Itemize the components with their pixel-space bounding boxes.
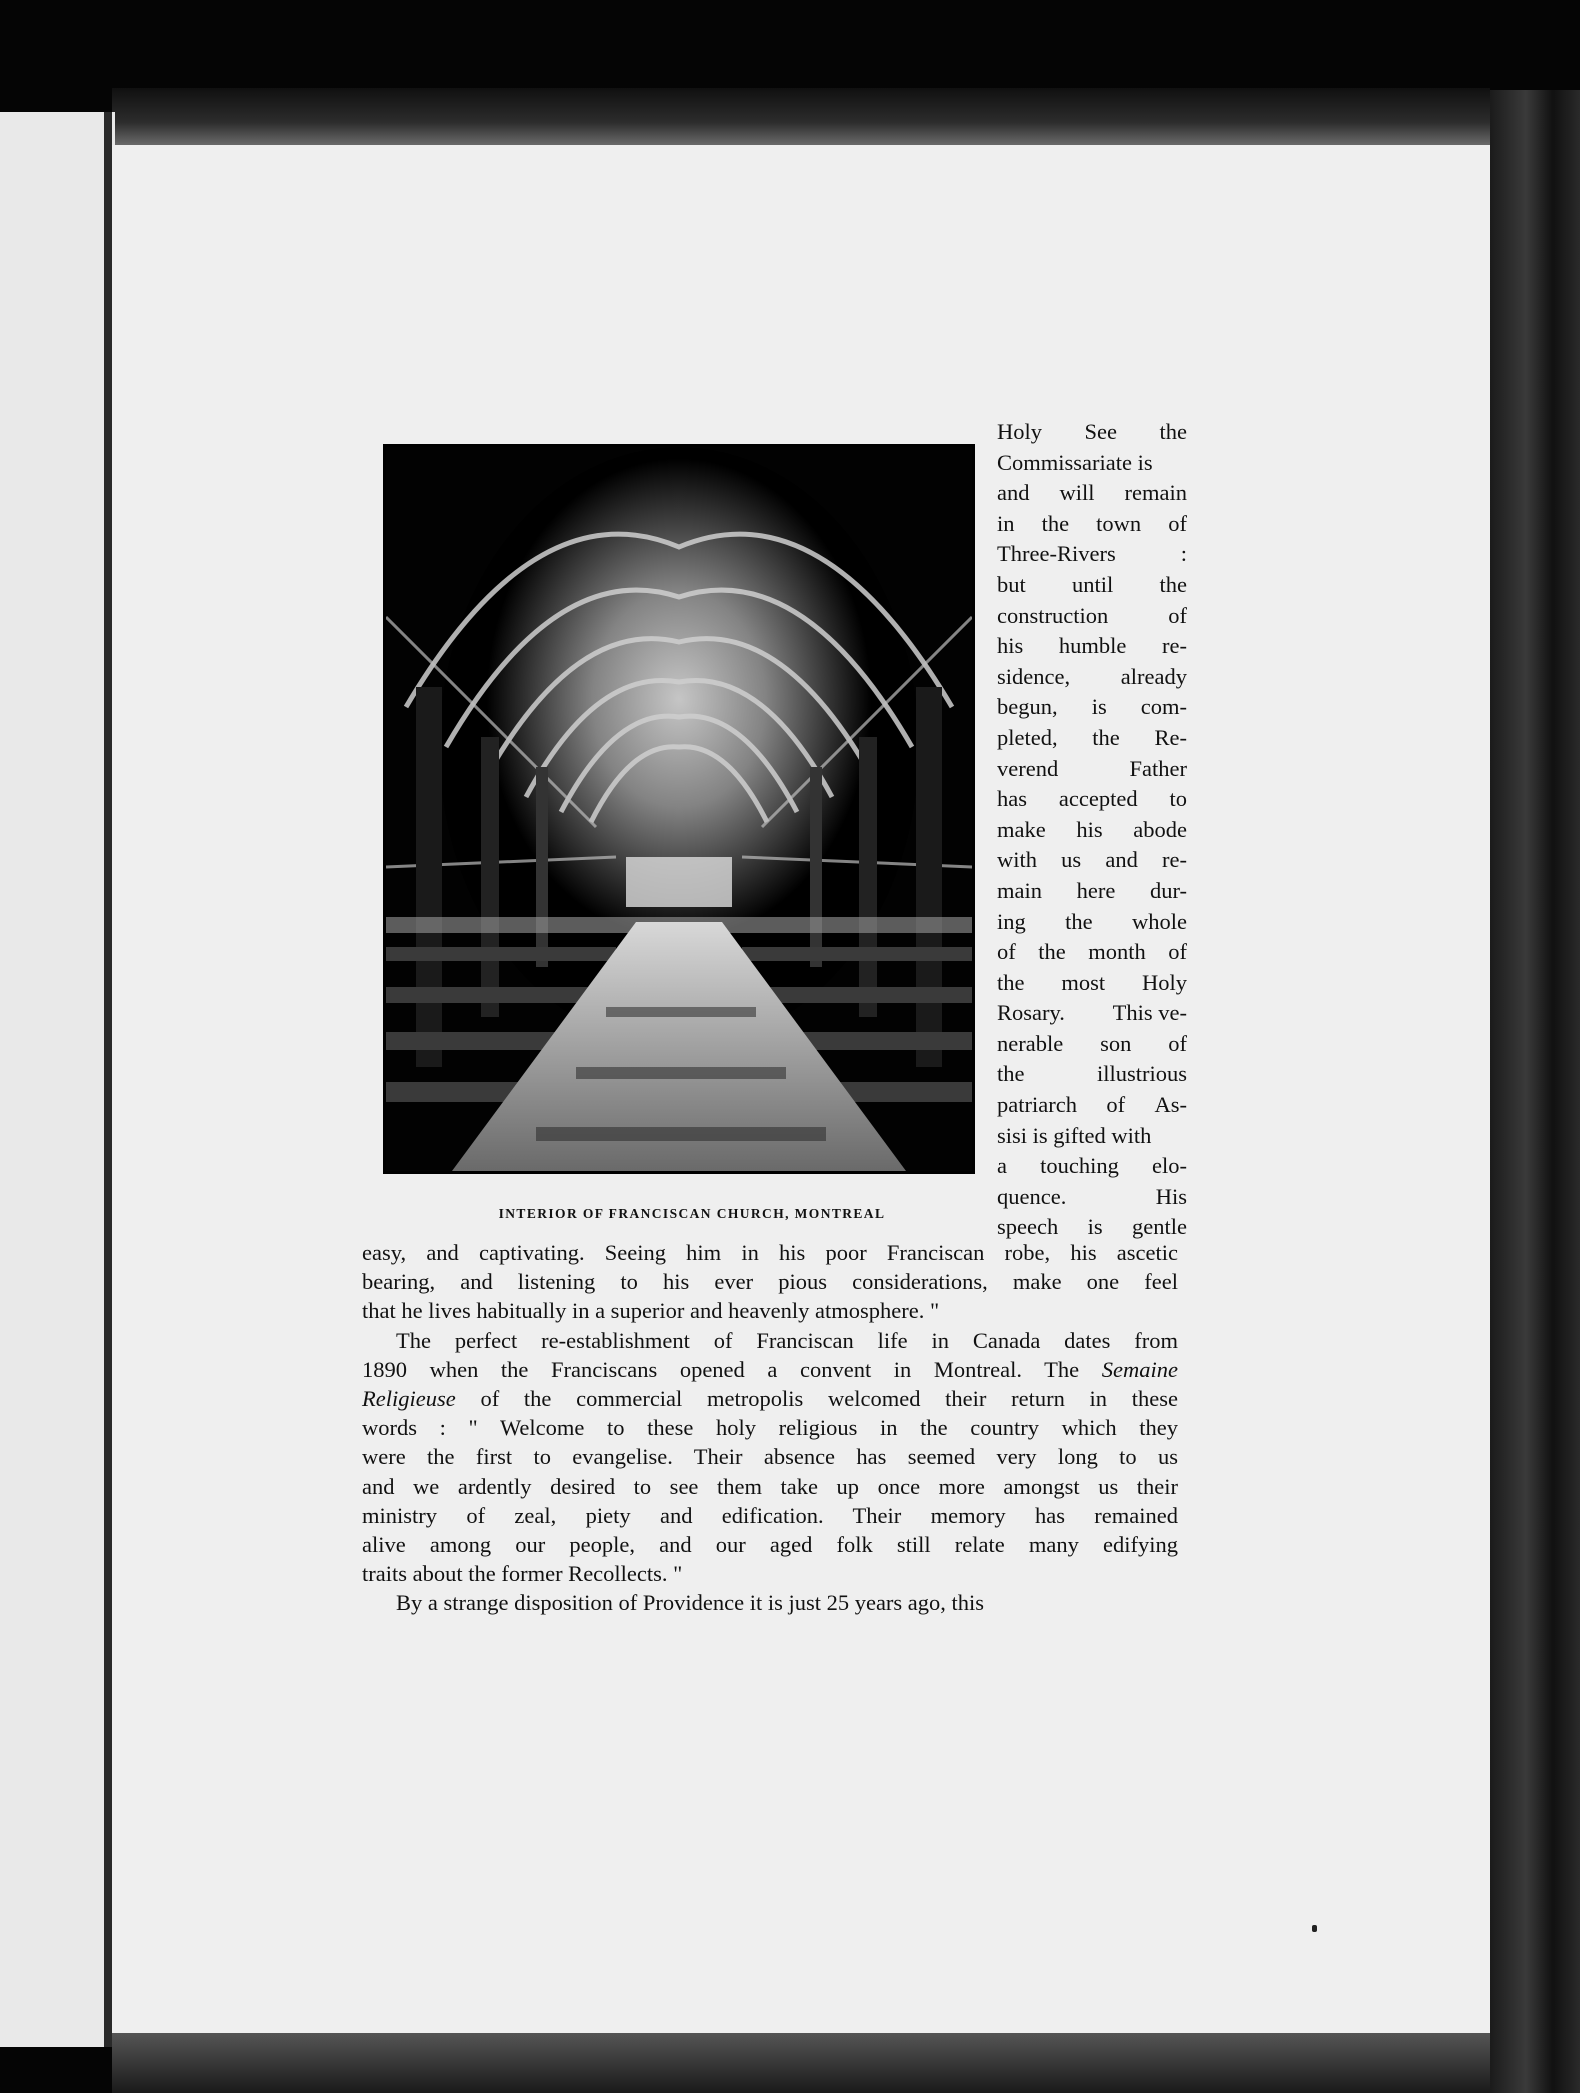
column-word: Three-Rivers: [997, 541, 1116, 567]
column-word: elo-: [1152, 1153, 1187, 1179]
column-word: will: [1059, 480, 1095, 506]
column-line: [997, 478, 1187, 509]
wrapped-column-text: [997, 417, 1187, 1243]
column-word: verend: [997, 755, 1059, 781]
column-word: the: [1038, 939, 1066, 965]
column-word: of: [1106, 1092, 1126, 1118]
column-line: [997, 448, 1187, 479]
column-line: [997, 509, 1187, 540]
column-word: his: [997, 633, 1024, 659]
column-word: ing: [997, 908, 1026, 934]
column-word: nerable: [997, 1030, 1064, 1056]
body-line: Religieuse of the commercial metropolis welcomed their return in these: [362, 1386, 1178, 1412]
column-line: [997, 539, 1187, 570]
column-word: accepted: [1058, 786, 1138, 812]
column-word: the: [1159, 571, 1187, 597]
column-line: [997, 937, 1187, 968]
body-line: words : " Welcome to these holy religious in the country which they: [362, 1415, 1178, 1441]
column-word: speech: [997, 1214, 1059, 1240]
column-word: Re-: [1154, 724, 1187, 750]
column-word: sidence,: [997, 663, 1071, 689]
page-mark: [1312, 1925, 1317, 1932]
body-line: 1890 when the Franciscans opened a convent in Montreal. The Semaine: [362, 1356, 1178, 1382]
column-line: [997, 1121, 1187, 1152]
left-facing-page: [0, 112, 115, 2047]
column-word: main: [997, 877, 1042, 903]
column-word: already: [1120, 663, 1187, 689]
column-word: the: [997, 1061, 1025, 1087]
column-word: Rosary.: [997, 1000, 1065, 1026]
column-word: See: [1084, 419, 1117, 444]
column-word: the: [1092, 724, 1120, 750]
column-word: of: [997, 939, 1016, 965]
column-word: but: [997, 571, 1026, 597]
column-word: patriarch: [997, 1092, 1077, 1118]
figure-caption: INTERIOR OF FRANCISCAN CHURCH, MONTREAL: [498, 1206, 886, 1221]
column-word: Holy: [997, 419, 1042, 444]
column-word: :: [1180, 541, 1187, 567]
body-line: bearing, and listening to his ever pious considerations, make one feel: [362, 1269, 1178, 1295]
column-line: [997, 417, 1187, 448]
column-word: in: [997, 510, 1015, 536]
body-paragraphs: [362, 1238, 1178, 1618]
column-word: His: [1155, 1183, 1187, 1209]
column-word: a: [997, 1153, 1007, 1179]
column-word: sisi is gifted with: [997, 1122, 1152, 1148]
column-word: until: [1072, 571, 1114, 597]
column-word: is: [1087, 1214, 1103, 1240]
column-word: com-: [1140, 694, 1187, 720]
column-word: touching: [1040, 1153, 1119, 1179]
column-word: Father: [1129, 755, 1187, 781]
body-line: were the first to evangelise. Their absence has seemed very long to us: [362, 1444, 1178, 1470]
body-line: traits about the former Recollects. ": [362, 1561, 683, 1587]
column-word: here: [1076, 877, 1116, 903]
column-word: gentle: [1132, 1214, 1187, 1240]
column-word: Commissariate is: [997, 449, 1153, 475]
column-word: has: [997, 786, 1027, 812]
column-word: remain: [1124, 480, 1187, 506]
church-interior-photo: [383, 444, 975, 1174]
column-word: the: [997, 969, 1025, 995]
column-line: [997, 1059, 1187, 1090]
column-word: and: [1105, 847, 1138, 873]
body-line: The perfect re-establishment of Franciscan life in Canada dates from: [396, 1327, 1178, 1353]
column-line: [997, 784, 1187, 815]
column-line: [997, 968, 1187, 999]
column-word: the: [1159, 419, 1187, 444]
body-line: alive among our people, and our aged folk still relate many edifying: [362, 1532, 1178, 1558]
column-word: construction: [997, 602, 1109, 628]
column-word: us: [1061, 847, 1082, 873]
column-word: month: [1088, 939, 1146, 965]
column-word: the: [1065, 908, 1093, 934]
column-word: humble: [1058, 633, 1127, 659]
column-line: [997, 662, 1187, 693]
column-word: of: [1168, 510, 1187, 536]
column-line: [997, 754, 1187, 785]
column-word: As-: [1154, 1092, 1187, 1118]
column-line: [997, 1182, 1187, 1213]
column-line: [997, 723, 1187, 754]
column-word: This ve-: [1112, 1000, 1187, 1026]
column-word: pleted,: [997, 724, 1058, 750]
column-line: [997, 1029, 1187, 1060]
column-word: re-: [1162, 847, 1187, 873]
body-line: By a strange disposition of Providence it is just 25 years ago, this: [396, 1590, 985, 1616]
book-edge: [1490, 90, 1580, 2093]
column-word: and: [997, 480, 1030, 506]
column-line: [997, 815, 1187, 846]
body-line: that he lives habitually in a superior and heavenly atmosphere. ": [362, 1298, 940, 1324]
column-word: begun,: [997, 694, 1058, 720]
column-line: [997, 876, 1187, 907]
column-line: [997, 631, 1187, 662]
column-word: most: [1061, 969, 1106, 995]
bottom-page-shadow: [112, 2033, 1490, 2093]
column-word: of: [1168, 1030, 1187, 1056]
column-word: illustrious: [1096, 1061, 1187, 1087]
page-gutter: [104, 112, 112, 2047]
body-line: ministry of zeal, piety and edification. Their memory has remained: [362, 1502, 1178, 1528]
column-word: whole: [1131, 908, 1187, 934]
column-word: son: [1100, 1030, 1132, 1056]
column-line: [997, 1090, 1187, 1121]
body-line: easy, and captivating. Seeing him in his poor Franciscan robe, his ascetic: [362, 1240, 1178, 1265]
column-word: with: [997, 847, 1038, 873]
column-word: quence.: [997, 1183, 1067, 1209]
column-line: [997, 845, 1187, 876]
column-word: town: [1096, 510, 1142, 536]
column-line: [997, 692, 1187, 723]
column-word: to: [1169, 786, 1187, 812]
column-line: [997, 998, 1187, 1029]
church-interior-illustration: [386, 447, 972, 1171]
body-line: and we ardently desired to see them take up once more amongst us their: [362, 1473, 1178, 1499]
column-word: Holy: [1141, 969, 1187, 995]
column-word: dur-: [1149, 877, 1187, 903]
column-word: abode: [1133, 816, 1187, 842]
column-line: [997, 601, 1187, 632]
column-word: of: [1168, 602, 1187, 628]
column-word: is: [1091, 694, 1107, 720]
column-line: [997, 1151, 1187, 1182]
column-word: the: [1041, 510, 1070, 536]
column-word: his: [1076, 816, 1103, 842]
column-word: re-: [1162, 633, 1187, 659]
top-page-shadow: [112, 88, 1490, 145]
column-word: of: [1168, 939, 1187, 965]
column-line: [997, 570, 1187, 601]
column-line: [997, 907, 1187, 938]
column-word: make: [997, 816, 1046, 842]
